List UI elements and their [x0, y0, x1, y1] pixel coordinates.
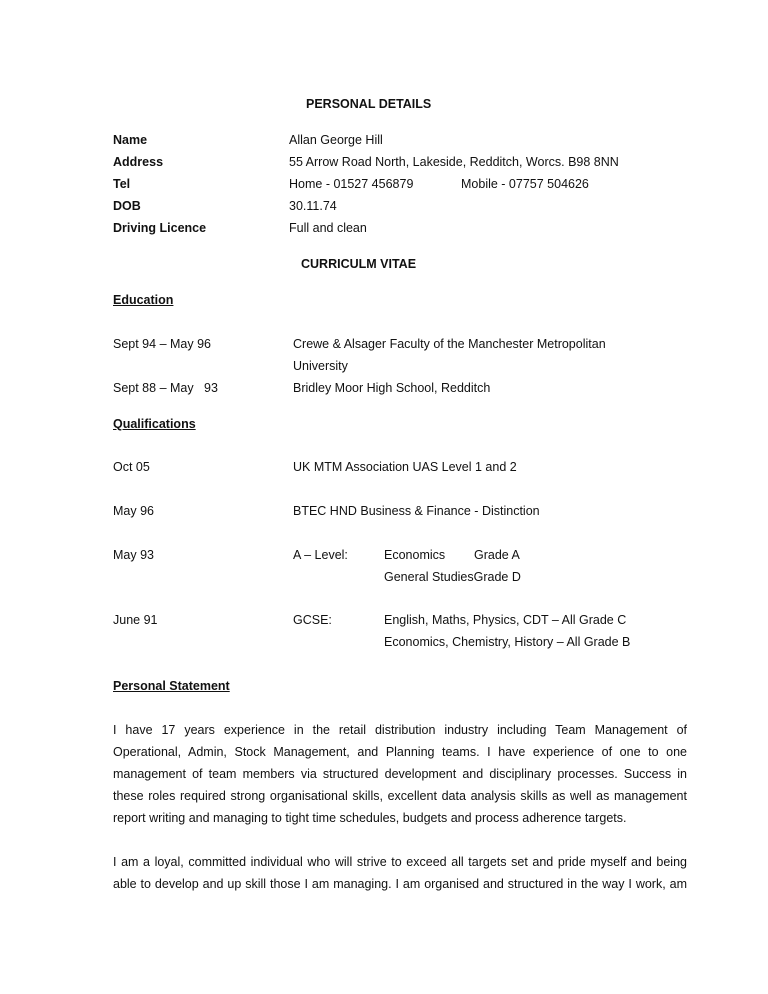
qualification-subject: Economics, Chemistry, History – All Grade B: [384, 635, 631, 649]
qualification-subject: General StudiesGrade D: [384, 570, 521, 584]
qualification-subject: English, Maths, Physics, CDT – All Grade C: [384, 613, 627, 627]
personal-details-title: PERSONAL DETAILS: [306, 97, 432, 111]
qualification-text: BTEC HND Business & Finance - Distinction: [293, 504, 540, 518]
education-heading: Education: [113, 293, 174, 307]
statement-line: I am a loyal, committed individual who will strive to exceed all targets set and pride myself and being: [113, 855, 687, 869]
dob-value: 30.11.74: [289, 199, 337, 213]
qualification-text: UK MTM Association UAS Level 1 and 2: [293, 460, 517, 474]
education-institution-cont: University: [293, 359, 348, 373]
qualification-text: GCSE:: [293, 613, 332, 627]
cv-title: CURRICULM VITAE: [301, 257, 417, 271]
qualification-date: May 93: [113, 548, 154, 562]
tel-home: Home - 01527 456879: [289, 177, 414, 191]
dob-label: DOB: [113, 199, 141, 213]
statement-line: I have 17 years experience in the retail distribution industry including Team Management of: [113, 723, 687, 737]
qualification-date: May 96: [113, 504, 154, 518]
education-date: Sept 94 – May 96: [113, 337, 211, 351]
education-institution: Crewe & Alsager Faculty of the Manchester Metropolitan: [293, 337, 606, 351]
licence-label: Driving Licence: [113, 221, 207, 235]
tel-mobile: Mobile - 07757 504626: [461, 177, 589, 191]
statement-line: Operational, Admin, Stock Management, and Planning teams. I have experience of one to one: [113, 745, 687, 759]
qualification-date: June 91: [113, 613, 158, 627]
statement-line: these roles required strong organisational skills, excellent data analysis skills as well as management: [113, 789, 687, 803]
tel-label: Tel: [113, 177, 131, 191]
name-label: Name: [113, 133, 148, 147]
education-institution: Bridley Moor High School, Redditch: [293, 381, 491, 395]
qualification-text: A – Level:: [293, 548, 348, 562]
statement-line: able to develop and up skill those I am managing. I am organised and structured in the way I work, am: [113, 877, 687, 891]
name-value: Allan George Hill: [289, 133, 383, 147]
qualification-grade: Grade A: [474, 548, 520, 562]
statement-line: report writing and managing to tight time schedules, budgets and process adherence targets.: [113, 811, 627, 825]
statement-line: management of team members via structured development and disciplinary processes. Success in: [113, 767, 687, 781]
qualification-subject: Economics: [384, 548, 446, 562]
qualification-date: Oct 05: [113, 460, 150, 474]
personal-statement-heading: Personal Statement: [113, 679, 230, 693]
qualifications-heading: Qualifications: [113, 417, 196, 431]
address-label: Address: [113, 155, 164, 169]
licence-value: Full and clean: [289, 221, 367, 235]
address-value: 55 Arrow Road North, Lakeside, Redditch, Worcs. B98 8NN: [289, 155, 619, 169]
education-date: Sept 88 – May 93: [113, 381, 218, 395]
